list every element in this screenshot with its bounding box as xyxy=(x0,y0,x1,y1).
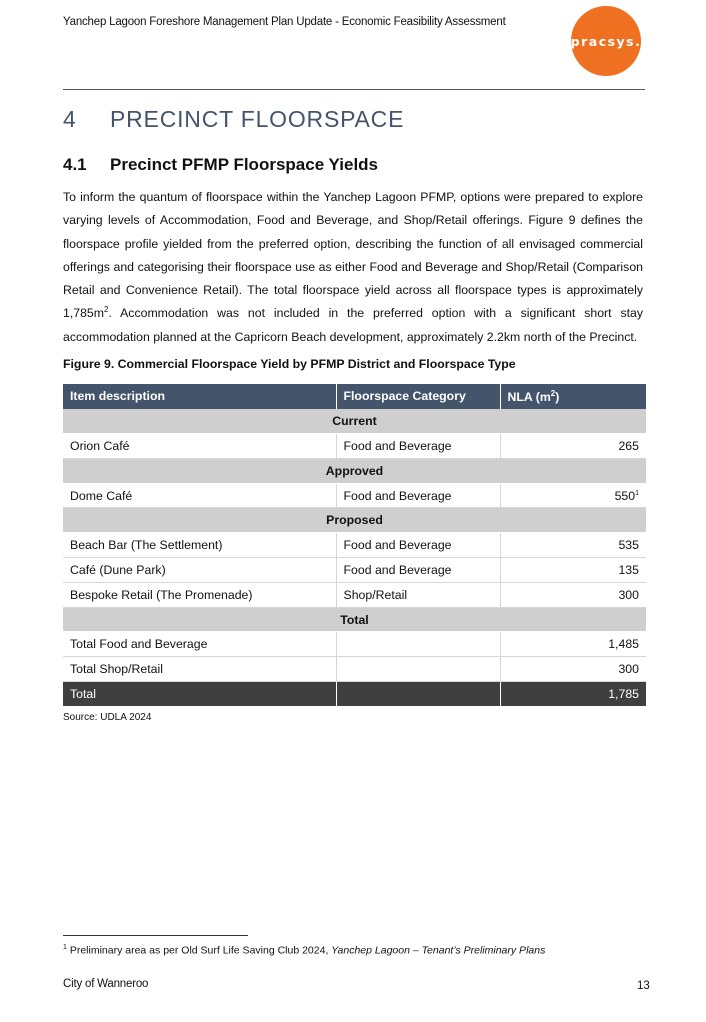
table-row xyxy=(63,533,646,558)
header-nla: NLA $(m^2)$ xyxy=(500,384,646,409)
cell-category: Food and Beverage xyxy=(336,558,500,583)
group-row-current xyxy=(63,409,646,434)
cell-item: Orion Café xyxy=(63,434,336,459)
total-row xyxy=(63,632,646,657)
total-row xyxy=(63,657,646,682)
source-note: Source: UDLA 2024 xyxy=(63,712,152,723)
section-number: 4.1 xyxy=(63,155,87,174)
figure-caption: Figure 9. Commercial Floorspace Yield by PFMP District and Floorspace Type xyxy=(63,357,516,371)
section-heading xyxy=(63,155,378,175)
cell-item: Café (Dune Park) xyxy=(63,558,336,583)
floorspace-table xyxy=(63,384,646,706)
cell-nla: 535 xyxy=(500,533,646,558)
grand-total-row xyxy=(63,682,646,707)
cell-category: Food and Beverage xyxy=(336,434,500,459)
group-row-proposed xyxy=(63,508,646,533)
footer-organisation: City of Wanneroo xyxy=(63,978,149,990)
cell-nla: 1,785 xyxy=(500,682,646,707)
cell-nla: 300 xyxy=(500,582,646,607)
cell-item: Total xyxy=(63,682,336,707)
group-label: Total xyxy=(63,607,646,632)
logo-text: pracsys. xyxy=(570,33,642,49)
cell-nla: 135 xyxy=(500,558,646,583)
cell-item: Dome Café xyxy=(63,483,336,508)
paragraph-text-2: . Accommodation was not included in the preferred option with a significant short stay accommodation planned at the Capricorn Beach development, approximately 2.2km north of the Precinct. xyxy=(63,306,643,344)
chapter-heading xyxy=(63,106,404,133)
cell-category: Food and Beverage xyxy=(336,533,500,558)
paragraph-sup: 2 xyxy=(104,305,109,315)
group-label: Approved xyxy=(63,458,646,483)
cell-item: Total Food and Beverage xyxy=(63,632,336,657)
footnote-text: Preliminary area as per Old Surf Life Saving Club 2024, xyxy=(66,944,332,957)
cell-category-empty xyxy=(336,657,500,682)
footnote-number: 1 xyxy=(63,944,67,951)
cell-nla: 1,485 xyxy=(500,632,646,657)
footnote-italic: Yanchep Lagoon – Tenant’s Preliminary Plans xyxy=(331,944,546,957)
cell-category-empty xyxy=(336,682,500,707)
pracsys-logo xyxy=(571,6,641,76)
group-row-total xyxy=(63,607,646,632)
cell-category: Shop/Retail xyxy=(336,582,500,607)
group-label: Proposed xyxy=(63,508,646,533)
table-header-row xyxy=(63,384,646,409)
cell-item: Beach Bar (The Settlement) xyxy=(63,533,336,558)
cell-item: Total Shop/Retail xyxy=(63,657,336,682)
body-paragraph xyxy=(63,186,643,349)
table-row xyxy=(63,434,646,459)
cell-category: Food and Beverage xyxy=(336,483,500,508)
chapter-title: PRECINCT FLOORSPACE xyxy=(110,106,405,132)
cell-nla: $550^1$ xyxy=(500,483,646,508)
footnote xyxy=(63,944,545,957)
group-row-approved xyxy=(63,458,646,483)
paragraph-text-1: To inform the quantum of floorspace within the Yanchep Lagoon PFMP, options were prepared to explore varying levels of Accommodation, Food and Beverage, and Shop/Retail offerings. Figure 9 defines the floorspace profile yielded from the preferred option, describing the function of all envisaged commercial offerings and categorising their floorspace use as either Food and Beverage and Shop/Retail (Comparison Retail and Convenience Retail). The total floorspace yield across all floorspace types is approximately 1,785m xyxy=(63,190,643,321)
footnote-divider xyxy=(63,935,248,936)
cell-category-empty xyxy=(336,632,500,657)
footnote-ref: 1 xyxy=(635,489,639,497)
table-row xyxy=(63,558,646,583)
header-item-description: Item description xyxy=(63,384,336,409)
header-floorspace-category: Floorspace Category xyxy=(336,384,500,409)
header-divider xyxy=(63,89,645,90)
chapter-number: 4 xyxy=(63,106,77,132)
page-number: 13 xyxy=(637,980,650,992)
running-header: Yanchep Lagoon Foreshore Management Plan Update - Economic Feasibility Assessment xyxy=(63,16,506,28)
group-label: Current xyxy=(63,409,646,434)
table-row xyxy=(63,483,646,508)
cell-nla: 265 xyxy=(500,434,646,459)
cell-nla: 300 xyxy=(500,657,646,682)
cell-item: Bespoke Retail (The Promenade) xyxy=(63,582,336,607)
table-row xyxy=(63,582,646,607)
section-title: Precinct PFMP Floorspace Yields xyxy=(110,155,379,174)
